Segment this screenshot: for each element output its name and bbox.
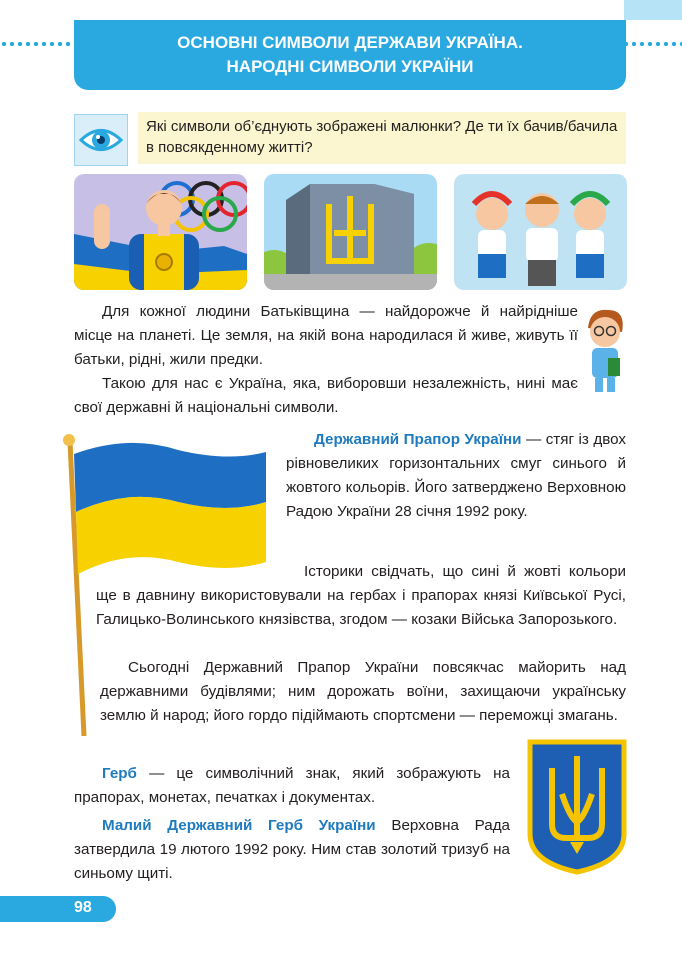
- page-header: [74, 20, 626, 90]
- intro-paragraph-2: Такою для нас є Україна, яка, виборовши незалежність, нині має свої державні й національні символи.: [74, 375, 578, 416]
- coat-definition: — це символічний знак, який зображують на прапорах, монетах, печатках і документах.: [74, 765, 510, 806]
- header-title-line2: НАРОДНІ СИМВОЛИ УКРАЇНИ: [226, 57, 474, 76]
- flag-history: [96, 560, 626, 632]
- flag-paragraph-3: Сьогодні Державний Прапор України повсякчас майорить над державними будівлями; ним дорожать воїни, захищаючи українську землю й народ; його гордо підіймають спортсмени — переможці змагань.: [100, 659, 626, 724]
- header-title-line1: ОСНОВНІ СИМВОЛИ ДЕРЖАВИ УКРАЇНА.: [177, 33, 523, 52]
- eye-icon: [74, 114, 128, 166]
- coat-term: Герб: [102, 765, 137, 782]
- page-number-badge: [0, 896, 116, 922]
- dotted-decoration-right: [622, 40, 682, 48]
- intro-paragraph-1: Для кожної людини Батьківщина — найдорожче й найрідніше місце на планеті. Це земля, на якій вона народилася й живе, живуть її батьки, рідні, жили предки.: [74, 303, 578, 368]
- intro-text: [74, 300, 578, 420]
- small-coat-definition: Верховна Рада затвердила 19 лютого 1992 року. Ним став золотий тризуб на синьому щиті.: [74, 817, 510, 882]
- small-coat-term: Малий Державний Герб України: [102, 817, 376, 834]
- athlete-olympic-rings-image: [74, 174, 247, 290]
- flag-today: [100, 656, 626, 728]
- coat-of-arms-text: [74, 762, 510, 886]
- building-trident-image: [264, 174, 437, 290]
- question-block: [74, 112, 626, 164]
- page-number: 98: [74, 899, 92, 916]
- flag-paragraph-2: Історики свідчать, що сині й жовті кольори ще в давнину використовували на гербах і прапорах князі Київської Русі, Галицько-Волинського князівства, згодом — козаки Війська Запорозького.: [96, 563, 626, 628]
- question-text: Які символи об’єднують зображені малюнки? Де ти їх бачив/бачила в повсякденному житті?: [138, 112, 626, 164]
- coat-of-arms-image: [526, 738, 628, 876]
- boy-with-book-image: [582, 306, 628, 396]
- flag-definition: [286, 428, 626, 524]
- flag-term: Державний Прапор України: [314, 431, 522, 448]
- children-costumes-image: [454, 174, 627, 290]
- flag-definition-text: — стяг із двох рівновеликих горизонтальних смуг синього й жовтого кольорів. Його затверджено Верховною Радою України 28 січня 1992 року.: [286, 431, 626, 520]
- dotted-decoration-left: [0, 40, 82, 48]
- corner-decoration: [624, 0, 682, 20]
